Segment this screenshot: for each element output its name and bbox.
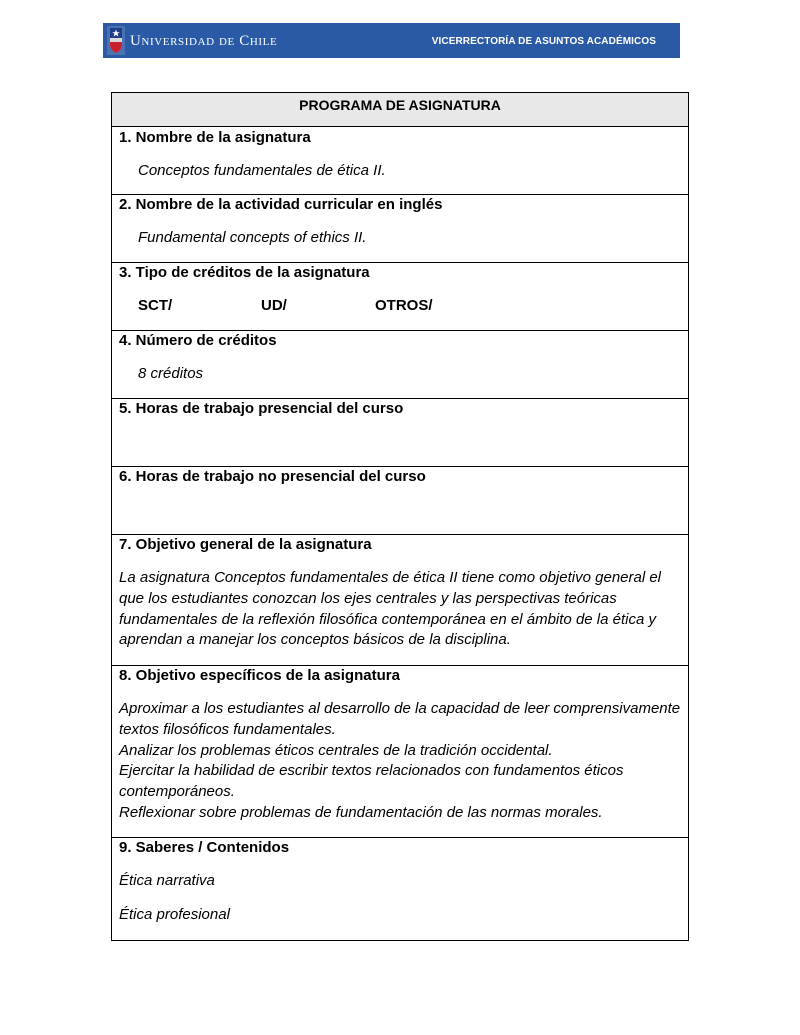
section-value: Fundamental concepts of ethics II. xyxy=(138,229,367,246)
section-presential-hours xyxy=(112,399,688,467)
list-item: Analizar los problemas éticos centrales de la tradición occidental. xyxy=(119,741,553,759)
section-course-name xyxy=(112,127,688,195)
credit-types xyxy=(119,297,681,315)
university-crest-icon xyxy=(107,26,125,55)
section-title: 3. Tipo de créditos de la asignatura xyxy=(119,264,370,281)
header-banner xyxy=(103,23,680,58)
section-title: 7. Objetivo general de la asignatura xyxy=(119,536,372,553)
program-title: PROGRAMA DE ASIGNATURA xyxy=(112,93,688,127)
list-item: Ética profesional xyxy=(119,906,230,923)
credit-type-sct: SCT/ xyxy=(138,297,173,314)
section-value: La asignatura Conceptos fundamentales de ética II tiene como objetivo general el que los estudiantes conozcan los ejes centrales y las perspectivas teóricas fundamentales de la reflexión filosófica contemporánea en el ámbito de la ética y aprendan a manejar los conceptos básicos de la disciplina. xyxy=(119,569,662,649)
section-title: 6. Horas de trabajo no presencial del curso xyxy=(119,468,426,485)
credit-type-ud: UD/ xyxy=(261,297,287,314)
section-contents xyxy=(112,838,688,941)
credit-type-otros: OTROS/ xyxy=(375,297,433,314)
section-title: 1. Nombre de la asignatura xyxy=(119,129,311,146)
list-item: Reflexionar sobre problemas de fundamentación de las normas morales. xyxy=(119,803,603,821)
list-item: Aproximar a los estudiantes al desarrollo de la capacidad de leer comprensivamente textos filosóficos fundamentales. xyxy=(119,700,681,738)
section-credit-number xyxy=(112,331,688,399)
section-specific-objectives xyxy=(112,666,688,838)
section-title: 9. Saberes / Contenidos xyxy=(119,839,290,856)
section-english-name xyxy=(112,195,688,263)
section-title: 8. Objetivo específicos de la asignatura xyxy=(119,667,400,684)
list-item: Ejercitar la habilidad de escribir textos relacionados con fundamentos éticos contemporáneos. xyxy=(119,762,624,801)
office-name: VICERRECTORÍA DE ASUNTOS ACADÉMICOS xyxy=(431,36,656,47)
section-general-objective xyxy=(112,535,688,666)
objectives-list xyxy=(119,699,681,824)
section-nonpresential-hours xyxy=(112,467,688,535)
section-title: 2. Nombre de la actividad curricular en inglés xyxy=(119,196,443,213)
list-item: Ética narrativa xyxy=(119,872,215,889)
section-title: 5. Horas de trabajo presencial del curso xyxy=(119,400,404,417)
section-title: 4. Número de créditos xyxy=(119,332,277,349)
section-value: 8 créditos xyxy=(138,365,204,382)
section-value: Conceptos fundamentales de ética II. xyxy=(138,162,386,179)
program-table xyxy=(111,92,689,941)
university-name: Universidad de Chile xyxy=(130,33,278,49)
section-credit-types xyxy=(112,263,688,331)
